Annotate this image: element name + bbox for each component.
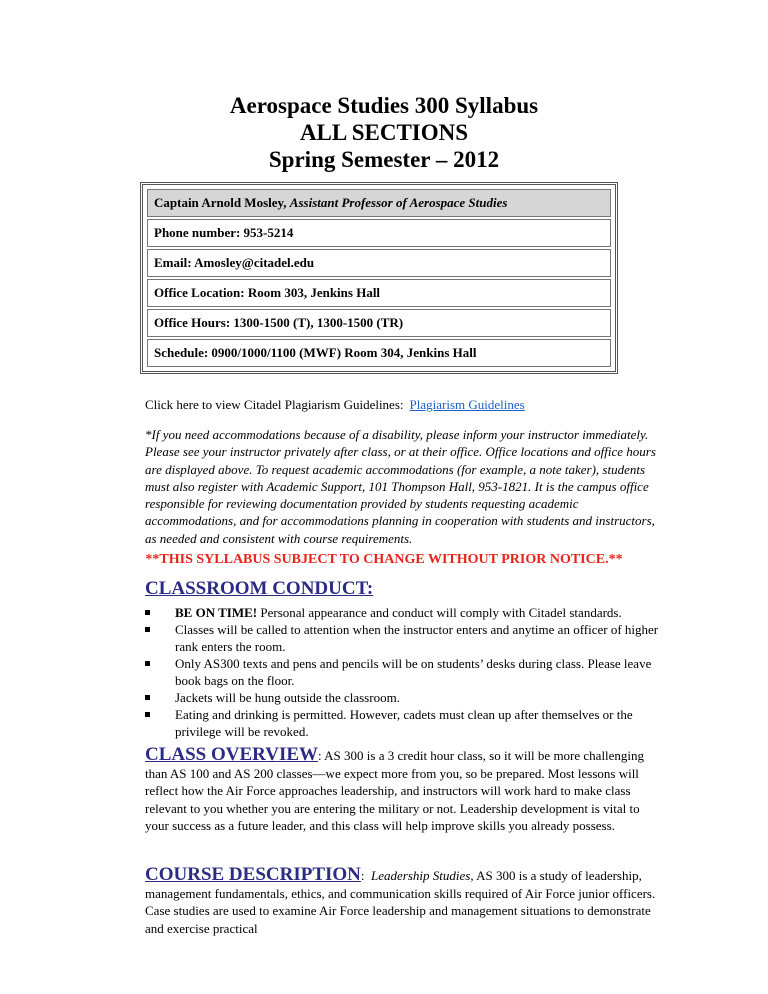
class-overview-paragraph	[145, 746, 665, 835]
accommodations-paragraph: *If you need accommodations because of a disability, please inform your instructor immediately. Please see your instructor privately after class, or at their office. Office locations and office hours are displayed above. To request academic accommodations (for example, a note taker), students must also register with Academic Support, 101 Thompson Hall, 953-1821. It is the campus office responsible for reviewing documentation provided by students requesting academic accommodations, and for accommodations planning in cooperation with students and instructors, as needed and consistent with course requirements.	[145, 427, 656, 546]
bullet-square-icon	[145, 627, 150, 632]
title-line-3: Spring Semester – 2012	[268, 147, 500, 172]
plagiarism-line	[145, 397, 525, 413]
instructor-name-row	[147, 189, 611, 217]
list-item	[145, 604, 675, 621]
phone-row: Phone number: 953-5214	[147, 219, 611, 247]
bullet-text: Jackets will be hung outside the classroom.	[175, 690, 400, 705]
class-overview-text: : AS 300 is a 3 credit hour class, so it will be more challenging than AS 100 and AS 200 classes—we expect more from you, so be prepared. Most lessons will reflect how the Air Force approaches leadership, and instructors will work hard to make class relevant to you whether you are entering the military or not. Leadership development is vital to your success as a future leader, and this class will help improve skills you already possess.	[145, 748, 645, 834]
office-location-row: Office Location: Room 303, Jenkins Hall	[147, 279, 611, 307]
list-item	[145, 706, 675, 740]
bullet-text: Personal appearance and conduct will comply with Citadel standards.	[257, 605, 622, 620]
bullet-square-icon	[145, 661, 150, 666]
bullet-square-icon	[145, 712, 150, 717]
instructor-title: Assistant Professor of Aerospace Studies	[289, 195, 508, 210]
list-item	[145, 689, 675, 706]
course-description-lead: Leadership Studies	[371, 868, 471, 883]
instructor-info-table	[140, 182, 618, 374]
classroom-conduct-heading: CLASSROOM CONDUCT:	[145, 578, 374, 599]
course-description-text: , AS 300 is a study of leadership, management fundamentals, ethics, and communication skills required of Air Force junior officers. Case studies are used to examine Air Force leadership and management situations to demonstrate and exercise practical	[145, 868, 656, 936]
bullet-text: Only AS300 texts and pens and pencils will be on students’ desks during class. Please leave book bags on the floor.	[175, 656, 652, 688]
bullet-text: Eating and drinking is permitted. However, cadets must clean up after themselves or the privilege will be revoked.	[175, 707, 633, 739]
title-line-2: ALL SECTIONS	[299, 120, 469, 145]
plagiarism-text: Click here to view Citadel Plagiarism Guidelines:	[145, 397, 404, 412]
list-item	[145, 621, 675, 655]
instructor-name: Captain Arnold Mosley,	[154, 195, 287, 210]
bullet-square-icon	[145, 695, 150, 700]
class-overview-heading: CLASS OVERVIEW	[145, 744, 319, 765]
title-line-1: Aerospace Studies 300 Syllabus	[229, 93, 539, 118]
change-notice: **THIS SYLLABUS SUBJECT TO CHANGE WITHOUT PRIOR NOTICE.**	[145, 552, 623, 567]
list-item	[145, 655, 675, 689]
course-description-heading: COURSE DESCRIPTION	[145, 864, 361, 885]
plagiarism-guidelines-link[interactable]: Plagiarism Guidelines	[409, 397, 525, 412]
course-description-paragraph: COURSE DESCRIPTION: Leadership Studies, AS 300 is a study of leadership, management fundamentals, ethics, and communication skills required of Air Force junior officers. Case studies are used to examine Air Force leadership and management situations to demonstrate and exercise practical	[145, 864, 656, 936]
bullet-bold: BE ON TIME!	[175, 605, 258, 620]
office-hours-row: Office Hours: 1300-1500 (T), 1300-1500 (TR)	[147, 309, 611, 337]
email-row: Email: Amosley@citadel.edu	[147, 249, 611, 277]
conduct-list	[145, 604, 675, 740]
bullet-square-icon	[145, 610, 150, 615]
page-title	[0, 92, 768, 173]
bullet-text: Classes will be called to attention when the instructor enters and anytime an officer of higher rank enters the room.	[175, 622, 659, 654]
schedule-row: Schedule: 0900/1000/1100 (MWF) Room 304, Jenkins Hall	[147, 339, 611, 367]
